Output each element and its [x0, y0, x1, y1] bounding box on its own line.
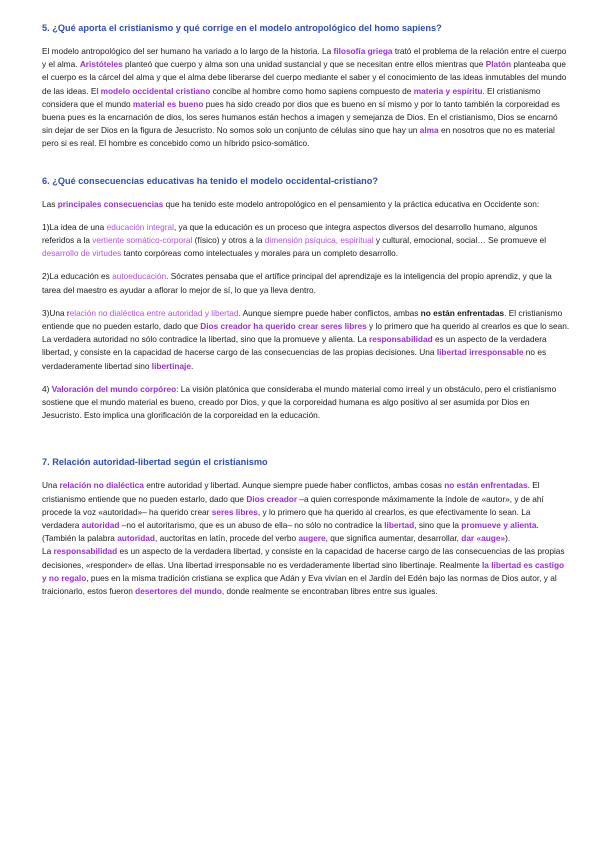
text-run: 1)La idea de una	[42, 221, 107, 232]
text-run: , y lo primero que ha querido al crearlos, es que efectivamente lo sean. La verdadera	[42, 506, 531, 531]
highlighted-term: desarrollo de virtudes	[42, 248, 122, 259]
text-run: no es verdaderamente libertad sino	[42, 347, 547, 371]
text-run: . Aunque siempre puede haber conflictos, ambas	[238, 307, 421, 318]
text-run: , sino que la	[414, 520, 462, 531]
text-run: .	[190, 360, 194, 371]
text-run: . El cristianismo entiende que no pueden estarlo, dado que	[42, 480, 540, 504]
text-run: pues ha sido creado por dios que es bueno en sí mismo y por lo tanto también la corporeidad es buena pues es la encarnación de dios, los seres humanos están hechos a imagen y semejanza de Dios. En el cristianismo, Dios se encarnó sin dejar de ser Dios en la figura de Jesucristo. No somos solo un conjunto de células sino que hay un	[42, 98, 560, 136]
text-run: : La visión platónica que consideraba el mundo material como irreal y un obstáculo, pero el cristianismo sostiene que el mundo material es bueno, creado por Dios, y que la corporeidad humana es algo positivo al ser asumida por Dios en Jesucristo. Esto implica una glorificación de la corporeidad en la educación.	[42, 383, 557, 421]
highlighted-term: relación no dialéctica	[59, 480, 144, 491]
text-run: (físico) y otros a la	[192, 235, 265, 246]
section-6-item-2	[42, 270, 570, 296]
highlighted-term: libertinaje	[151, 360, 191, 371]
highlighted-term: modelo occidental cristiano	[100, 85, 211, 96]
text-run: ).	[505, 533, 511, 544]
text-run: y cultural, emocional, social… Se promueve el	[373, 235, 547, 246]
highlighted-term: libertad	[384, 520, 415, 531]
highlighted-term: autoridad	[117, 533, 155, 544]
section-6-intro	[42, 198, 570, 211]
highlighted-term: dar «auge»	[461, 533, 506, 544]
highlighted-term: dimensión psíquica, espiritual	[264, 235, 374, 246]
text-run: –no el autoritarismo, que es un abuso de ella– no sólo no contradice la	[119, 520, 385, 531]
highlighted-term: desertores del mundo	[135, 586, 222, 597]
highlighted-term: seres libres	[211, 506, 258, 517]
text-run: que ha tenido este modelo antropológico en el pensamiento y la práctica educativa en Occidente son:	[163, 198, 540, 209]
text-run: Una	[42, 480, 60, 491]
highlighted-term: material es bueno	[132, 98, 204, 109]
text-run: planteaba que el cuerpo es la cárcel del alma y que el alma debe liberarse del cuerpo mediante el saber y el conocimiento de las ideas inmutables del mundo de las ideas. El	[42, 59, 567, 96]
highlighted-term: Valoración del mundo corpóreo	[51, 383, 177, 394]
text-run: entre autoridad y libertad. Aunque siempre puede haber conflictos, ambas cosas	[143, 480, 445, 491]
section-6-item-3	[42, 307, 570, 373]
section-6-heading: 6. ¿Qué consecuencias educativas ha tenido el modelo occidental-cristiano?	[42, 175, 378, 186]
highlighted-term: filosofía griega	[333, 46, 393, 56]
highlighted-term: promueve y alienta	[461, 520, 537, 531]
highlighted-term: responsabilidad	[53, 546, 118, 557]
text-run: es un aspecto de la verdadera libertad, y consiste en la capacidad de hacerse cargo de las consecuencias de las propias decisiones. Una	[42, 334, 547, 358]
text-run: , ya que la educación es un proceso que integra aspectos diversos del desarrollo humano, algunos referidos a la	[42, 221, 538, 246]
text-run: , donde realmente se encontraban libres entre sus iguales.	[221, 586, 438, 597]
text-run: –a quien corresponde máximamente la índole de «autor», y de ahí procede la voz «autoridad»– ha querido crear	[42, 493, 544, 517]
text-run: trató el problema de la relación entre el cuerpo y el alma.	[42, 46, 567, 70]
highlighted-term: vertiente somático-corporal	[92, 235, 193, 246]
text-run: , que significa aumentar, desarrollar,	[325, 533, 462, 544]
highlighted-term: autoridad	[81, 520, 120, 531]
section-5-paragraph	[42, 45, 570, 151]
text-run: Las	[42, 198, 58, 209]
section-6-item-1	[42, 221, 570, 261]
section-7-paragraph-2	[42, 545, 570, 598]
text-run: en nosotros que no es material pero si es real. El hombre es concebido como un híbrido psico-somático.	[42, 125, 555, 149]
text-run: planteó que cuerpo y alma son una unidad sustancial y que se necesitan entre ellos mientras que	[122, 59, 486, 70]
highlighted-term: libertad irresponsable	[436, 347, 524, 358]
section-7-paragraph-1	[42, 479, 570, 545]
section-5-heading: 5. ¿Qué aporta el cristianismo y qué corrige en el modelo antropológico del homo sapiens?	[42, 23, 442, 33]
highlighted-term: Dios creador ha querido crear seres libres	[200, 321, 367, 332]
text-run: . (También la palabra	[42, 520, 539, 544]
text-run: concibe al hombre como homo sapiens compuesto de	[210, 85, 414, 96]
text-run: La	[42, 546, 54, 557]
section-7-heading: 7. Relación autoridad-libertad según el cristianismo	[42, 457, 268, 468]
highlighted-term: principales consecuencias	[57, 198, 164, 209]
highlighted-term: elación no dialéctica entre autoridad y libertad	[69, 307, 239, 318]
highlighted-term: materia y espíritu	[413, 85, 483, 96]
text-run: . El cristianismo considera que el mundo	[42, 85, 541, 109]
text-run: es un aspecto de la verdadera libertad, y consiste en la capacidad de hacerse cargo de las consecuencias de las propias decisiones, «responder» de ellas. Una libertad irresponsable no es verdaderamente libertad sino libertinaje. Realmente	[42, 546, 565, 570]
text-run: 2)La educación es	[42, 271, 113, 282]
highlighted-term: Platón	[485, 59, 512, 70]
text-run: tanto corpóreas como intelectuales y morales para un completo desarrollo.	[121, 248, 399, 259]
text-run: y lo primero que ha querido al crearlos es que lo sean. La verdadera autoridad no sólo contradice la libertad, sino que la promueve y alienta. La	[42, 321, 570, 345]
highlighted-term: no están enfrentadas	[444, 480, 528, 491]
text-run: El modelo antropológico del ser humano ha variado a lo largo de la historia. La	[42, 46, 334, 56]
text-run: . El cristianismo entiende que no pueden estarlo, dado que	[42, 307, 563, 332]
highlighted-term: la libertad es castigo y no regalo	[42, 559, 565, 583]
text-run: , pues en la misma tradición cristiana se explica que Adán y Eva vivían en el Jardín del Edén bajo las normas de Dios autor, y al traicionarlo, estos fueron	[42, 572, 557, 597]
text-run: 4)	[42, 383, 52, 394]
highlighted-term: autoeducación	[112, 271, 167, 282]
highlighted-term: alma	[419, 125, 439, 136]
highlighted-term: responsabilidad	[369, 334, 433, 345]
highlighted-term: augere	[298, 533, 326, 544]
section-6-item-4	[42, 383, 570, 423]
text-run: . Sócrates pensaba que el artífice principal del aprendizaje es la inteligencia del propio aprendiz, y que la tarea del maestro es ayudar a aflorar lo mejor de sí, lo que ya lleva dentro.	[42, 271, 552, 295]
bold-term: no están enfrentadas	[420, 307, 505, 318]
highlighted-term: Dios creador	[246, 493, 298, 504]
text-run: , auctoritas en latín, procede del verbo	[155, 533, 299, 544]
document-page	[42, 22, 570, 598]
highlighted-term: educación integral	[106, 221, 174, 232]
text-run: 3)Una r	[42, 307, 70, 318]
highlighted-term: Aristóteles	[79, 59, 123, 70]
